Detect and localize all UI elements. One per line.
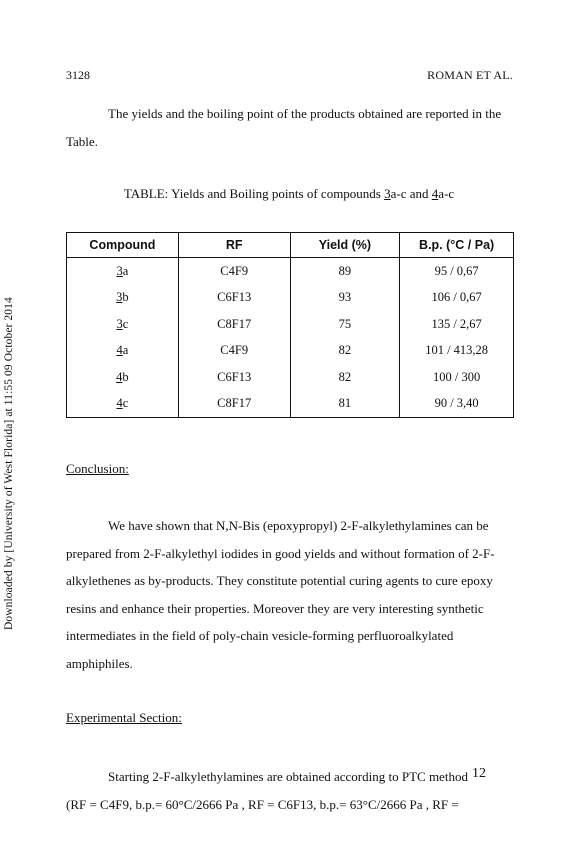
- results-table: [66, 232, 514, 418]
- column-header: Compound: [67, 233, 179, 258]
- yield-cell: 75: [290, 311, 400, 338]
- bp-cell: 95 / 0,67: [400, 258, 514, 285]
- rf-cell: C4F9: [178, 338, 290, 365]
- compound-letter: c: [122, 396, 129, 411]
- compound-cell: [67, 338, 179, 365]
- compound-cell: [67, 364, 179, 391]
- compound-letter: b: [122, 369, 129, 384]
- compound-letter: a: [122, 263, 129, 278]
- rf-cell: C4F9: [178, 258, 290, 285]
- bp-cell: 101 / 413,28: [400, 338, 514, 365]
- compound-letter: b: [122, 290, 129, 305]
- rf-cell: C8F17: [178, 391, 290, 418]
- compound-number: 4: [116, 396, 123, 411]
- caption-text: a-c and: [390, 186, 432, 201]
- yield-cell: 93: [290, 285, 400, 312]
- page-number: 3128: [66, 68, 90, 82]
- bp-cell: 135 / 2,67: [400, 311, 514, 338]
- yield-cell: 81: [290, 391, 400, 418]
- yield-cell: 82: [290, 338, 400, 365]
- caption-text: a-c: [438, 186, 455, 201]
- column-header: RF: [178, 233, 290, 258]
- compound-cell: [67, 311, 179, 338]
- experimental-paragraph: [66, 760, 512, 818]
- table-row: [67, 311, 514, 338]
- bp-cell: 106 / 0,67: [400, 285, 514, 312]
- column-header: B.p. (°C / Pa): [400, 233, 514, 258]
- compound-cell: [67, 391, 179, 418]
- table-row: [67, 285, 514, 312]
- compound-number: 3: [116, 316, 123, 331]
- compound-number: 3: [116, 263, 123, 278]
- bp-cell: 100 / 300: [400, 364, 514, 391]
- table-caption: [66, 186, 512, 202]
- reference-number: 12: [471, 766, 486, 781]
- experimental-text: Starting 2-F-alkylethylamines are obtained according to PTC method: [108, 769, 468, 784]
- compound-cell: [67, 258, 179, 285]
- table-row: [67, 391, 514, 418]
- yield-cell: 89: [290, 258, 400, 285]
- column-header: Yield (%): [290, 233, 400, 258]
- rf-cell: C6F13: [178, 364, 290, 391]
- conclusion-heading: Conclusion:: [66, 461, 129, 476]
- compound-cell: [67, 285, 179, 312]
- rf-cell: C6F13: [178, 285, 290, 312]
- conclusion-line: amphiphiles.: [66, 655, 133, 671]
- conclusion-line: resins and enhance their properties. Moreover they are very interesting synthetic: [66, 600, 484, 616]
- table-header-row: [67, 233, 514, 258]
- compound-number: 3: [116, 290, 123, 305]
- yield-cell: 82: [290, 364, 400, 391]
- intro-line: Table.: [66, 133, 98, 149]
- running-head: ROMAN ET AL.: [427, 68, 513, 82]
- conclusion-paragraph: [66, 512, 512, 677]
- compound-ref: 4: [431, 186, 439, 201]
- table-row: [67, 258, 514, 285]
- intro-paragraph: [66, 100, 512, 155]
- intro-line: The yields and the boiling point of the products obtained are reported in the: [108, 106, 502, 121]
- conclusion-line: intermediates in the field of poly-chain vesicle-forming perfluoroalkylated: [66, 628, 454, 643]
- compound-number: 4: [116, 369, 123, 384]
- table-row: [67, 364, 514, 391]
- experimental-line: [66, 760, 512, 791]
- compound-ref: 3: [384, 186, 391, 201]
- conclusion-line: prepared from 2-F-alkylethyl iodides in good yields and without formation of 2-F-: [66, 545, 495, 561]
- compound-letter: c: [122, 316, 129, 331]
- experimental-line: (RF = C4F9, b.p.= 60°C/2666 Pa , RF = C6F13, b.p.= 63°C/2666 Pa , RF =: [66, 796, 459, 812]
- download-watermark: Downloaded by [University of West Florida] at 11:55 09 October 2014: [3, 297, 15, 630]
- experimental-heading: Experimental Section:: [66, 710, 182, 725]
- table-row: [67, 338, 514, 365]
- conclusion-line: We have shown that N,N-Bis (epoxypropyl) 2-F-alkylethylamines can be: [108, 518, 489, 533]
- caption-text: TABLE: Yields and Boiling points of compounds: [123, 186, 385, 201]
- conclusion-line: alkylethenes as by-products. They constitute potential curing agents to cure epoxy: [66, 573, 493, 588]
- rf-cell: C8F17: [178, 311, 290, 338]
- bp-cell: 90 / 3,40: [400, 391, 514, 418]
- compound-number: 4: [116, 343, 123, 358]
- compound-letter: a: [122, 343, 129, 358]
